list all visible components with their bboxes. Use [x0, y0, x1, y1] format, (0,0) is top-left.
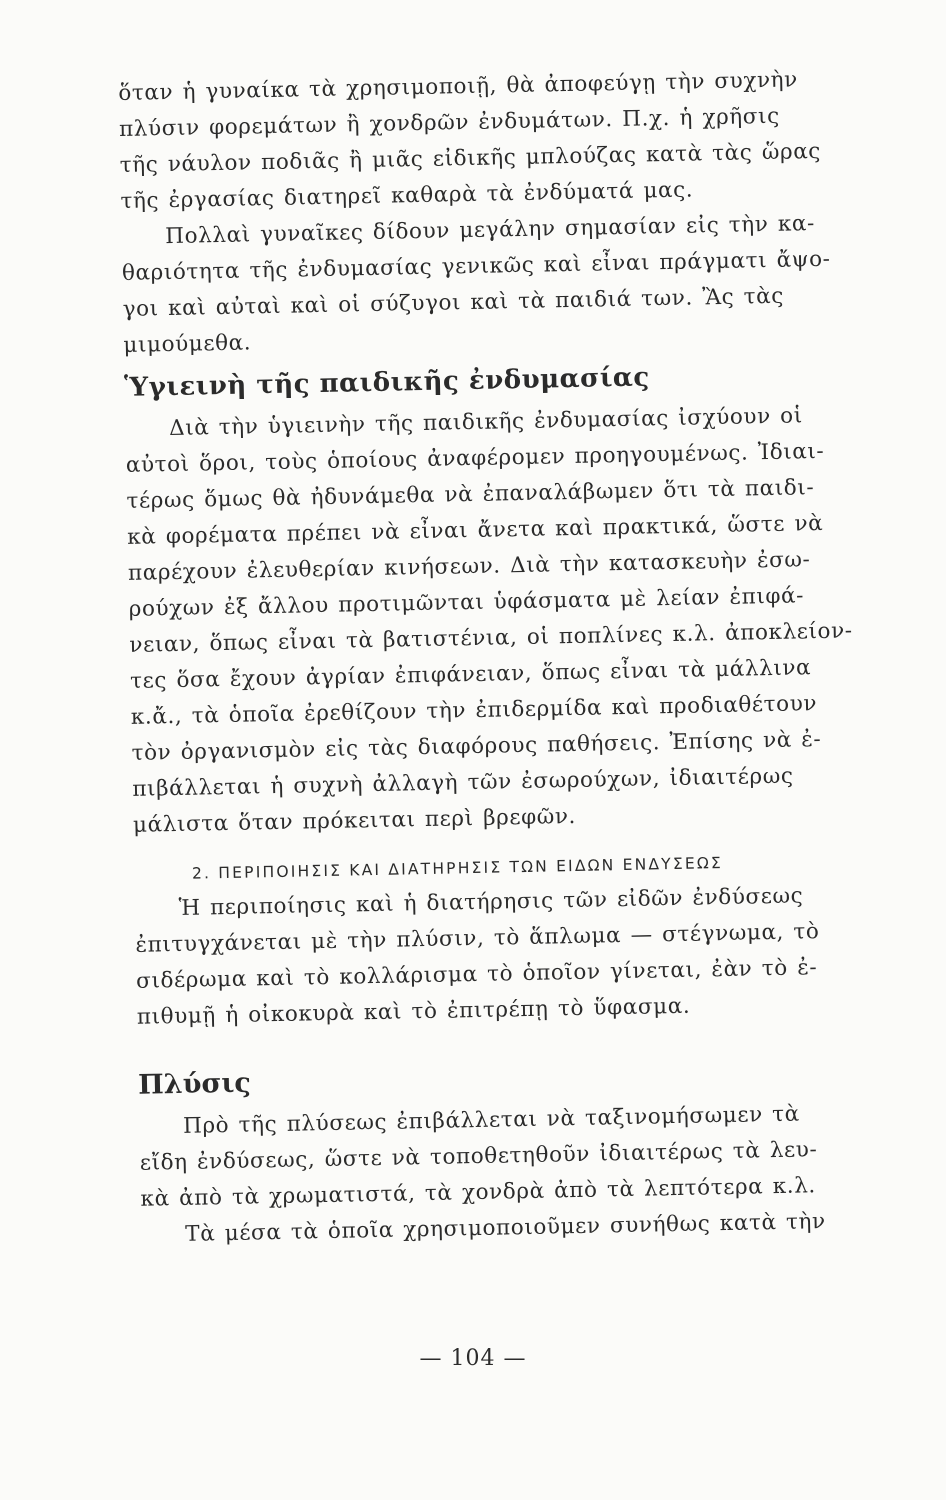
text-line: παρέχουν ἐλευθερίαν κινήσεων. Διὰ τὴν κατασκευὴν ἐσω- [127, 547, 811, 586]
text-line: γοι καὶ αὐταὶ καὶ οἱ σύζυγοι καὶ τὰ παιδιά των. Ἂς τὰς [122, 283, 785, 322]
text-line: τὸν ὀργανισμὸν εἰς τὰς διαφόρους παθήσεις. Ἐπίσης νὰ ἐ- [131, 727, 822, 766]
text-line: τῆς νάυλον ποδιᾶς ἢ μιᾶς εἰδικῆς μπλούζας κατὰ τὰς ὥρας [119, 138, 822, 178]
paragraph-2 [121, 205, 876, 364]
text-line: μάλιστα ὅταν πρόκειται περὶ βρεφῶν. [132, 803, 577, 838]
text-line: πιβάλλεται ἡ συχνὴ ἀλλαγὴ τῶν ἐσωρούχων, ἰδιαιτέρως [132, 763, 794, 802]
section-heading-2: 2. ΠΕΡΙΠΟΙΗΣΙΣ ΚΑΙ ΔΙΑΤΗΡΗΣΙΣ ΤΩΝ ΕΙΔΩΝ ΕΝΔΥΣΕΩΣ [191, 854, 724, 883]
text-line: ὅταν ἡ γυναίκα τὰ χρησιμοποιῇ, θὰ ἀποφεύγῃ τὴν συχνὴν [118, 67, 799, 106]
text-line: Ἡ περιποίησις καὶ ἡ διατήρησις τῶν εἰδῶν ἐνδύσεως [178, 883, 804, 921]
text-line: κ.ἄ., τὰ ὁποῖα ἐρεθίζουν τὴν ἐπιδερμίδα καὶ προδιαθέτουν [130, 691, 818, 730]
text-line: θαριότητα τῆς ἐνδυμασίας γενικῶς καὶ εἶναι πράγματι ἄψο- [121, 246, 831, 286]
heading-hygiene: Ὑγιεινὴ τῆς παιδικῆς ἐνδυμασίας [123, 362, 651, 403]
text-line: Τὰ μέσα τὰ ὁποῖα χρησιμοποιοῦμεν συνήθως κατὰ τὴν [185, 1209, 826, 1247]
text-line: νειαν, ὅπως εἶναι τὰ βατιστένια, οἱ ποπλίνες κ.λ. ἀποκλείον- [129, 618, 853, 658]
text-line: κὰ ἀπὸ τὰ χρωματιστά, τὰ χονδρὰ ἀπὸ τὰ λεπτότερα κ.λ. [140, 1173, 817, 1212]
text-line: αὐτοὶ ὅροι, τοὺς ὁποίους ἀναφέρομεν προηγουμένως. Ἰδιαι- [125, 438, 825, 478]
paragraph-5 [139, 1095, 893, 1218]
text-line: κὰ φορέματα πρέπει νὰ εἶναι ἄνετα καὶ πρακτικά, ὥστε νὰ [127, 510, 824, 550]
text-line: πλύσιν φορεμάτων ἢ χονδρῶν ἐνδυμάτων. Π.χ. ἡ χρῆσις [118, 103, 780, 142]
text-line: πιθυμῇ ἡ οἰκοκυρὰ καὶ τὸ ἐπιτρέπῃ τὸ ὕφασμα. [136, 993, 691, 1030]
text-line: τες ὅσα ἔχουν ἀγρίαν ἐπιφάνειαν, ὅπως εἶναι τὰ μάλλινα [129, 655, 812, 694]
page-text-block [118, 61, 893, 1254]
text-line: Πολλαὶ γυναῖκες δίδουν μεγάλην σημασίαν εἰς τὴν κα- [164, 211, 816, 250]
text-line: Πρὸ τῆς πλύσεως ἐπιβάλλεται νὰ ταξινομήσωμεν τὰ [182, 1101, 801, 1139]
text-line: ἐπιτυγχάνεται μὲ τὴν πλύσιν, τὸ ἅπλωμα — στέγνωμα, τὸ [135, 919, 820, 958]
text-line: εἴδη ἐνδύσεως, ὥστε νὰ τοποθετηθοῦν ἰδιαιτέρως τὰ λευ- [139, 1137, 818, 1176]
heading-plysis: Πλύσις [137, 1067, 252, 1101]
paragraph-3 [125, 397, 886, 844]
text-line: ρούχων ἐξ ἄλλου προτιμῶνται ὑφάσματα μὲ λείαν ἐπιφά- [128, 583, 805, 622]
text-line: Διὰ τὴν ὑγιεινὴν τῆς παιδικῆς ἐνδυμασίας ἰσχύουν οἱ [168, 403, 803, 442]
page-number: — 104 — [419, 1346, 527, 1371]
paragraph-4 [134, 877, 889, 1036]
text-line: μιμούμεθα. [123, 330, 252, 358]
paragraph-1 [118, 61, 873, 220]
text-line: τῆς ἐργασίας διατηρεῖ καθαρὰ τὰ ἐνδύματά μας. [120, 177, 694, 214]
text-line: σιδέρωμα καὶ τὸ κολλάρισμα τὸ ὁποῖον γίνεται, ἐὰν τὸ ἐ- [135, 955, 818, 994]
text-line: τέρως ὅμως θὰ ἠδυνάμεθα νὰ ἐπαναλάβωμεν ὅτι τὰ παιδι- [126, 475, 815, 514]
